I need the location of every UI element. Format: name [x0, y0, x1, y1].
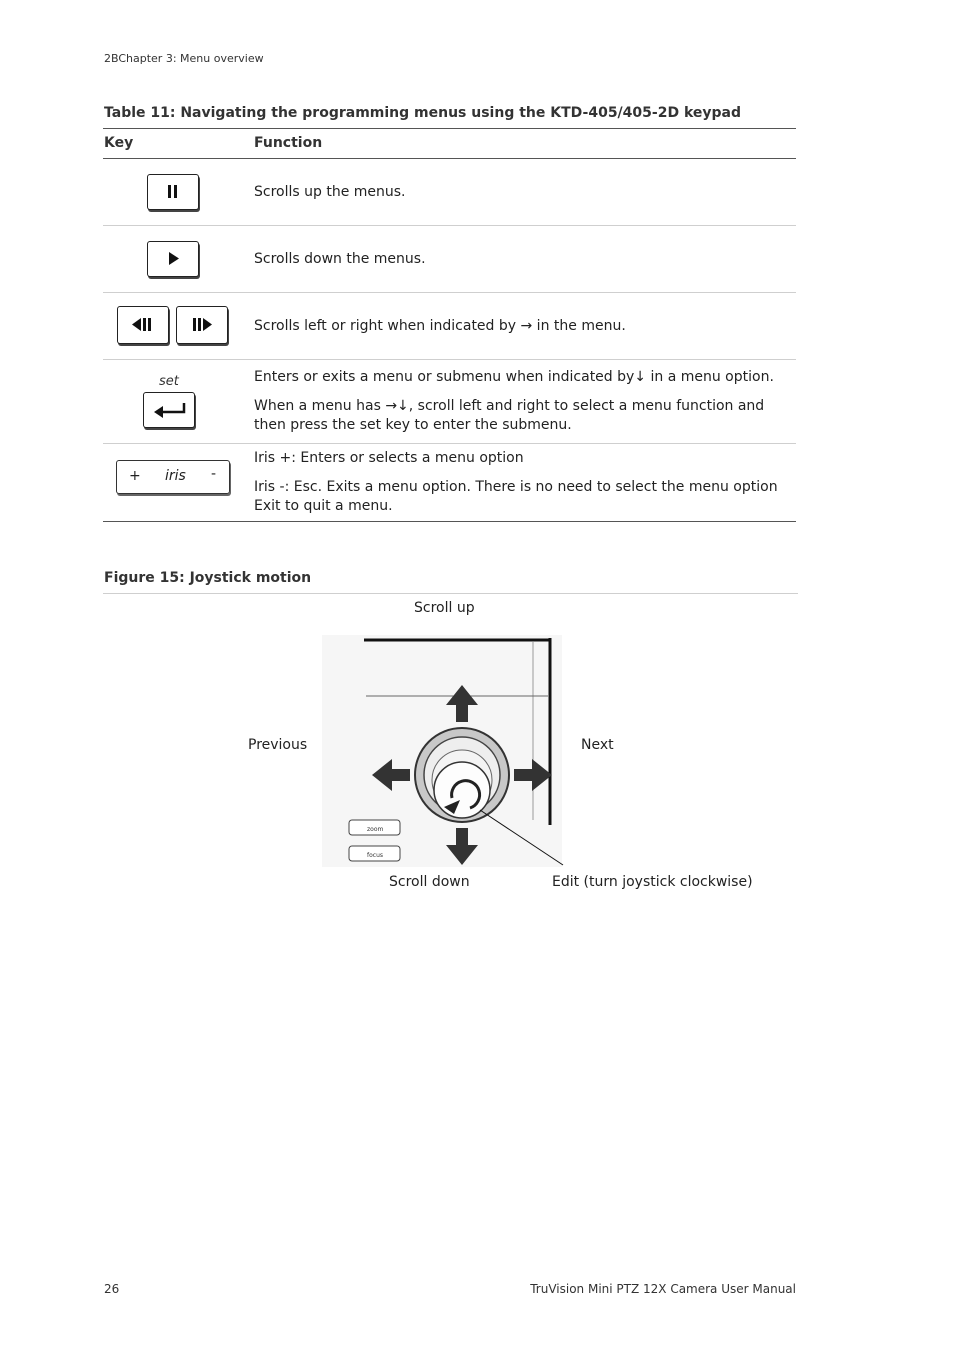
previous-label: Previous	[248, 737, 308, 753]
function-text: Enters or exits a menu or submenu when indicated by↓ in a menu option.	[254, 369, 774, 385]
function-text: When a menu has →↓, scroll left and right to select a menu function and then press the set key to enter the submenu.	[254, 398, 765, 433]
function-cell	[254, 250, 796, 279]
function-text: Scrolls down the menus.	[254, 251, 426, 267]
table-row	[103, 159, 796, 226]
play-key-icon	[147, 241, 199, 277]
focus-button-label: focus	[367, 852, 384, 859]
set-key-label: set	[159, 374, 179, 389]
figure-caption: Figure 15: Joystick motion	[104, 570, 312, 586]
table-row	[103, 226, 796, 293]
key-cell	[103, 159, 243, 225]
next-label: Next	[581, 737, 614, 753]
set-key-icon	[143, 392, 195, 428]
edit-label: Edit (turn joystick clockwise)	[552, 874, 753, 890]
running-header: 2BChapter 3: Menu overview	[104, 52, 264, 65]
function-text: Iris +: Enters or selects a menu option	[254, 450, 524, 466]
next-key-icon	[176, 306, 228, 344]
iris-label: iris	[165, 468, 186, 484]
zoom-button-label: zoom	[367, 826, 384, 833]
iris-minus-label: -	[211, 466, 217, 482]
function-text: Scrolls left or right when indicated by → in the menu.	[254, 318, 626, 334]
function-cell	[254, 183, 796, 212]
function-cell	[254, 449, 796, 526]
pause-key-icon	[147, 174, 199, 210]
table-row	[103, 444, 796, 521]
keypad-table	[103, 128, 796, 522]
column-header-key: Key	[104, 135, 134, 151]
joystick-knob	[434, 762, 490, 818]
table-row	[103, 360, 796, 444]
table-header-row	[103, 129, 796, 159]
joystick-diagram	[320, 630, 570, 870]
scroll-down-label: Scroll down	[389, 874, 470, 890]
key-cell	[103, 444, 243, 521]
key-cell	[103, 293, 243, 359]
function-text: Iris -: Esc. Exits a menu option. There is no need to select the menu option Exit to quit a menu.	[254, 479, 778, 514]
function-cell	[254, 368, 796, 445]
figure-divider	[103, 593, 798, 594]
column-header-function: Function	[254, 135, 323, 151]
function-cell	[254, 317, 796, 346]
iris-plus-label: +	[129, 468, 141, 484]
iris-key-icon	[116, 460, 230, 494]
manual-title: TruVision Mini PTZ 12X Camera User Manual	[530, 1282, 796, 1296]
table-row	[103, 293, 796, 360]
key-cell	[103, 360, 243, 443]
function-text: Scrolls up the menus.	[254, 184, 406, 200]
page-number: 26	[104, 1282, 120, 1296]
previous-key-icon	[117, 306, 169, 344]
table-caption: Table 11: Navigating the programming menus using the KTD-405/405-2D keypad	[104, 105, 741, 121]
key-cell	[103, 226, 243, 292]
scroll-up-label: Scroll up	[414, 600, 475, 616]
